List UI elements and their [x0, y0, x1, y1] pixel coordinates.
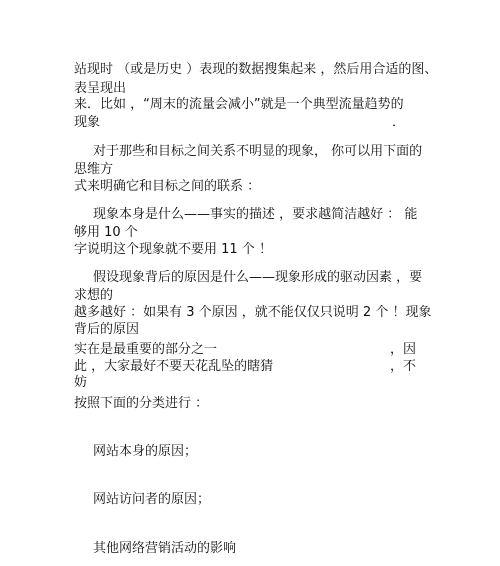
- text-line: 思维方: [74, 162, 114, 177]
- text-line: 字说明这个现象就不要用 11 个 ！: [74, 242, 272, 257]
- list-item: 其他网络营销活动的影响: [93, 541, 237, 556]
- text-line: ，因: [390, 342, 417, 357]
- text-line: 实在是最重要的部分之一: [74, 342, 218, 357]
- text-line: ，不: [390, 359, 417, 374]
- text-line: 此 ，大家最好不要天花乱坠的瞎猜: [74, 359, 274, 374]
- text-line: 妨: [74, 375, 88, 390]
- text-line: 越多越好 ：如果有 3 个原因 ，就不能仅仅只说明 2 个 ！现象: [74, 305, 432, 320]
- list-item: 网站本身的原因；: [93, 444, 198, 459]
- text-line: 现象本身是什么——事实的描述 ，要求越简洁越好 ： 能: [93, 207, 418, 222]
- text-line: 表呈现出: [74, 81, 127, 96]
- text-line: 求想的: [74, 288, 114, 303]
- list-item: 网站访问者的原因；: [93, 492, 211, 507]
- text-line: 背后的原因: [74, 322, 140, 337]
- text-line: 式来明确它和目标之间的联系 ：: [74, 179, 261, 194]
- text-line: 假设现象背后的原因是什么——现象形成的驱动因素 ，要: [93, 270, 423, 285]
- text-line: 够用 10 个: [74, 225, 138, 240]
- text-line: 对于那些和目标之间关系不明显的现象， 你可以用下面的: [93, 144, 423, 159]
- text-line: 来．比如 ，“周末的流量会减小”就是一个典型流量趋势的: [74, 97, 404, 112]
- text-line: ．: [392, 115, 406, 130]
- text-line: 现象: [74, 115, 101, 130]
- text-line: 站现时 （或是历史 ）表现的数据搜集起来 ，然后用合适的图、: [74, 62, 438, 77]
- text-line: 按照下面的分类进行 ：: [74, 396, 209, 411]
